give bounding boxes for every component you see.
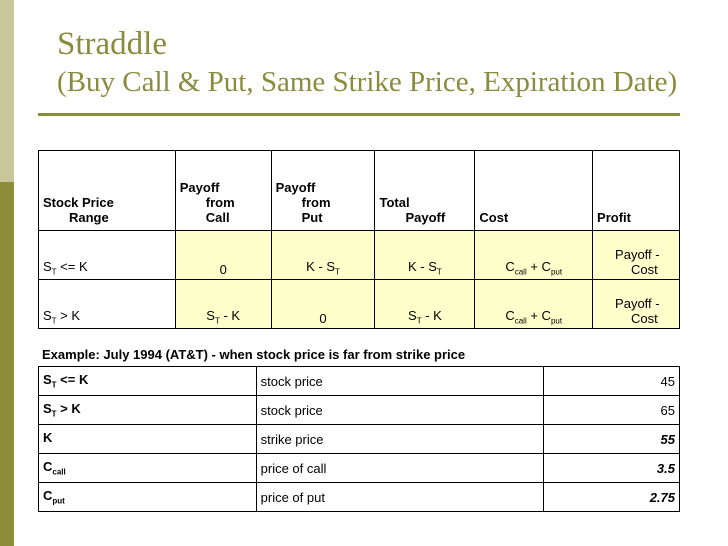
title-subtitle: (Buy Call & Put, Same Strike Price, Expiration Date) xyxy=(57,66,678,98)
example-symbol: K xyxy=(39,425,257,454)
example-table xyxy=(38,366,680,512)
example-value: 65 xyxy=(544,396,680,425)
cell-put: K - $S_T$ xyxy=(271,231,375,280)
header-call-line2: from xyxy=(205,195,235,210)
header-total xyxy=(375,151,475,231)
header-profit: Profit xyxy=(593,151,680,231)
header-payoff-put xyxy=(271,151,375,231)
header-range-line1: Stock Price xyxy=(43,195,114,210)
profit-line2: Cost xyxy=(631,262,658,277)
payoff-row xyxy=(39,231,680,280)
example-value: 2.75 xyxy=(544,483,680,512)
slide-title xyxy=(57,24,717,100)
profit-line1: Payoff - xyxy=(615,296,660,311)
header-cost: Cost xyxy=(475,151,593,231)
example-value: 3.5 xyxy=(544,454,680,483)
profit-line2: Cost xyxy=(631,311,658,326)
header-range xyxy=(39,151,176,231)
example-description: stock price xyxy=(256,367,544,396)
cell-total: K - $S_T$ xyxy=(375,231,475,280)
payoff-row xyxy=(39,280,680,329)
example-symbol: $C_{call}$ xyxy=(39,454,257,483)
cell-cost: $C_{call} + C_{put}$ xyxy=(475,231,593,280)
cell-range: $S_T <= K$ xyxy=(39,231,176,280)
example-value: 55 xyxy=(544,425,680,454)
title-main: Straddle xyxy=(57,26,167,62)
example-row xyxy=(39,454,680,483)
profit-line1: Payoff - xyxy=(615,247,660,262)
cell-total: $S_T$ - K xyxy=(375,280,475,329)
example-symbol: $S_T <= K$ xyxy=(39,367,257,396)
example-row xyxy=(39,396,680,425)
header-call-line3: Call xyxy=(205,210,230,225)
example-row xyxy=(39,367,680,396)
header-total-line2: Payoff xyxy=(405,210,446,225)
example-symbol: $S_T > K$ xyxy=(39,396,257,425)
header-total-line1: Total xyxy=(379,195,410,210)
header-call-line1: Payoff xyxy=(179,180,220,195)
example-row xyxy=(39,483,680,512)
example-row xyxy=(39,425,680,454)
payoff-header-row xyxy=(39,151,680,231)
header-payoff-call xyxy=(175,151,271,231)
example-description: stock price xyxy=(256,396,544,425)
header-put-line1: Payoff xyxy=(275,180,316,195)
cell-call: $S_T$ - K xyxy=(175,280,271,329)
example-description: strike price xyxy=(256,425,544,454)
example-description: price of put xyxy=(256,483,544,512)
header-put-line2: from xyxy=(301,195,331,210)
header-put-line3: Put xyxy=(301,210,323,225)
title-divider xyxy=(38,113,680,116)
example-description: price of call xyxy=(256,454,544,483)
cell-call: 0 xyxy=(175,231,271,280)
cell-profit xyxy=(593,280,680,329)
payoff-table xyxy=(38,150,680,329)
example-value: 45 xyxy=(544,367,680,396)
example-symbol: $C_{put}$ xyxy=(39,483,257,512)
header-range-line2: Range xyxy=(69,210,109,225)
cell-range: $S_T > K$ xyxy=(39,280,176,329)
example-caption: Example: July 1994 (AT&T) - when stock price is far from strike price xyxy=(42,347,466,362)
cell-cost: $C_{call} + C_{put}$ xyxy=(475,280,593,329)
sidebar-accent xyxy=(0,0,14,182)
cell-put: 0 xyxy=(271,280,375,329)
cell-profit xyxy=(593,231,680,280)
